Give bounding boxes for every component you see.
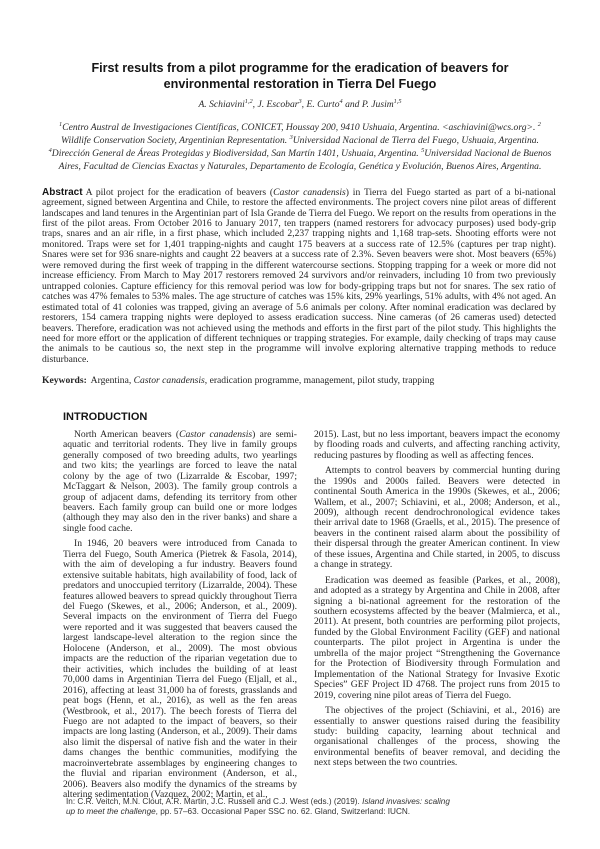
keywords-text: Argentina, Castor canadensis, eradication programme, management, pilot study, trapping — [88, 375, 435, 387]
column-right — [314, 430, 560, 806]
footer-citation: In: C.R. Veitch, M.N. Clout, A.R. Martin, J.C. Russell and C.J. West (eds.) (2019). Island invasives: scaling up to meet the challenge, pp. 57–63. Occasional Paper SSC no. 62. Gland, Switzerland: IUCN. — [66, 797, 450, 816]
paragraph: 2015). Last, but no less important, beavers impact the economy by flooding roads and culverts, and affecting ranching activity, reducing pastures by flooding as well as affecting fences. — [314, 428, 560, 461]
keywords-label: Keywords: — [42, 375, 87, 387]
column-left — [63, 430, 297, 806]
title-line: First results from a pilot programme for the eradication of beavers for — [91, 61, 509, 75]
authors-line: A. Schiavini$^{1,2}$, J. Escobar$^3$, E. Curto$^4$ and P. Jusim$^{1,5}$ — [198, 97, 402, 110]
abstract-section — [42, 188, 556, 366]
abstract-text: A pilot project for the eradication of beavers (Castor canadensis) in Tierra del Fuego started as part of a bi-national agreement, signed between Argentina and Chile, to restore the affected environments. The project covers nine pilot areas of different landscapes and land tenures in the Argentinian part of Isla Grande de Tierra del Fuego. We report on the results from operations in the first of the pilot areas. From October 2016 to January 2017, ten trappers (named restorers for advocacy purposes) used body-grip traps, snares and an air rifle, in a first phase, which included 2,237 trapping nights and 1,168 trap-sets. Shooting efforts were not monitored. Traps were set for 1,401 trapping-nights and caught 175 beavers at a success rate of 12.5% (captures per trap night). Snares were set for 936 snare-nights and caught 22 beavers at a success rate of 2.3%. Seven beavers were shot. Most beavers (65%) were removed during the first week of trapping in the different watercourse sections. Stopping trapping for a week or more did not increase efficiency. From March to May 2017 restorers removed 24 survivors and/or reinvaders, including 10 from two previously untrapped colonies. Capture efficiency for this removal period was low for body-gripping traps but not for snares. The sex ratio of catches was 47% females to 53% males. The age structure of catches was 15% kits, 29% yearlings, 51% adults, with 4% not aged. An estimated total of 41 colonies was trapped, giving an average of 5.6 animals per colony. After nominal eradication was declared by restorers, 154 camera trapping nights were deployed to assess eradication success. Nine cameras (of 26 cameras used) detected beavers. Therefore, eradication was not achieved using the methods and efforts in the first part of the pilot study. This highlights the need for more effort or the application of different techniques or trapping strategies. For example, daily checking of traps may cause the animals to be cautious so, the next step in the programme will involve exploring alternative trapping methods to reduce disturbance. — [42, 186, 557, 365]
title-line: environmental restoration in Tierra Del Fuego — [163, 77, 437, 91]
page-title — [40, 60, 560, 92]
paragraph: North American beavers (Castor canadensis) are semi-aquatic and territorial rodents. They live in family groups generally composed of two breeding adults, two yearlings and two kits; the yearlings are forced to leave the natal colony by the age of two (Lizarralde & Escobar, 1997; McTaggart & Nelson, 2003). The family group controls a group of adjacent dams, defending its territory from other beavers. Each family group can build one or more lodges (although they may also den in the river banks) and share a single food cache. — [63, 428, 297, 534]
paragraph: Eradication was deemed as feasible (Parkes, et al., 2008), and adopted as a strategy by Argentina and Chile in 2008, after signing a bi-national agreement for the restoration of the southern ecosystems affected by the beaver (Malmierca, et al., 2011). At present, both countries are performing pilot projects, funded by the Global Environment Facility (GEF) and national counterparts. The pilot project in Argentina is under the umbrella of the major project “Strengthening the Governance for the Protection of Biodiversity through Formulation and Implementation of the National Strategy for Invasive Exotic Species” GEF Project ID 4768. The project runs from 2015 to 2019, covering nine pilot areas of Tierra del Fuego. — [314, 574, 560, 701]
paragraph: The objectives of the project (Schiavini, et al., 2016) are essentially to answer questions raised during the feasibility study: building capacity, learning about technical and organisational challenges of the process, showing the environmental benefits of beaver removal, and deciding the next steps between the two countries. — [314, 705, 560, 769]
abstract-label: Abstract — [42, 186, 83, 198]
affiliations-block: $^1$Centro Austral de Investigaciones Científicas, CONICET, Houssay 200, 9410 Ushuaia, Argentina. <aschiavini@wcs.org>. $^2$ Wildlife Conservation Society, Argentinian Representation. $^3$Universidad Nacional de Tierra del Fuego, Ushuaia, Argentina. $^4$Dirección General de Áreas Protegidas y Biodiversidad, San Martín 1401, Ushuaia, Argentina. $^5$Universidad Nacional de Buenos Aires, Facultad de Ciencias Exactas y Naturales, Departamento de Ecología, Genética y Evolución, Buenos Aires, Argentina. — [48, 120, 552, 172]
paragraph: Attempts to control beavers by commercial hunting during the 1990s and 2000s failed. Beavers were detected in continental South America in the 1990s (Skewes, et al., 2006; Wallem, et al., 2007; Schiavini, et al., 2008; Anderson, et al., 2009), although recent dendrochronological evidence takes their arrival date to 1968 (Graells, et al., 2015). The presence of beavers in the continent raised alarm about the possibility of their dispersal through the greater American continent. In view of these issues, Argentina and Chile started, in 2005, to discuss a change in strategy. — [314, 465, 560, 571]
keywords-line — [42, 376, 556, 386]
body-columns — [63, 430, 560, 806]
paragraph: In 1946, 20 beavers were introduced from Canada to Tierra del Fuego, South America (Pietrek & Fasola, 2014), with the aim of developing a fur industry. Beavers found extensive suitable habitats, high availability of food, lack of predators and unoccupied territory (Lizarralde, 2004). These features allowed beavers to spread quickly throughout Tierra del Fuego (Skewes, et al., 2006; Anderson, et al., 2009). Several impacts on the environment of Tierra del Fuego were reported and it was suggested that beavers caused the largest landscape-level alteration to the region since the Holocene (Anderson, et al., 2009). The most obvious impacts are the reduction of the riparian vegetation due to their activities, which includes the building of at least 70,000 dams in Argentinian Tierra del Fuego (Eljall, et al., 2016), affecting at least 31,000 ha of forests, grasslands and peat bogs (Henn, et al., 2016), as well as the fen areas (Westbrook, et al., 2017). The beech forests of Tierra del Fuego are not adapted to the impact of beavers, so their impacts are long lasting (Anderson, et al., 2009). Their dams also limit the dispersal of native fish and the water in their dams changes the benthic communities, modifying the macroinvertebrate assemblages by engineering changes to the fluvial and riparian environment (Anderson, et al., 2006). Beavers also modify the dynamics of the streams by altering sedimentation (Vazquez, 2002; Martin, et al., — [63, 538, 297, 801]
introduction-heading: INTRODUCTION — [63, 410, 148, 423]
